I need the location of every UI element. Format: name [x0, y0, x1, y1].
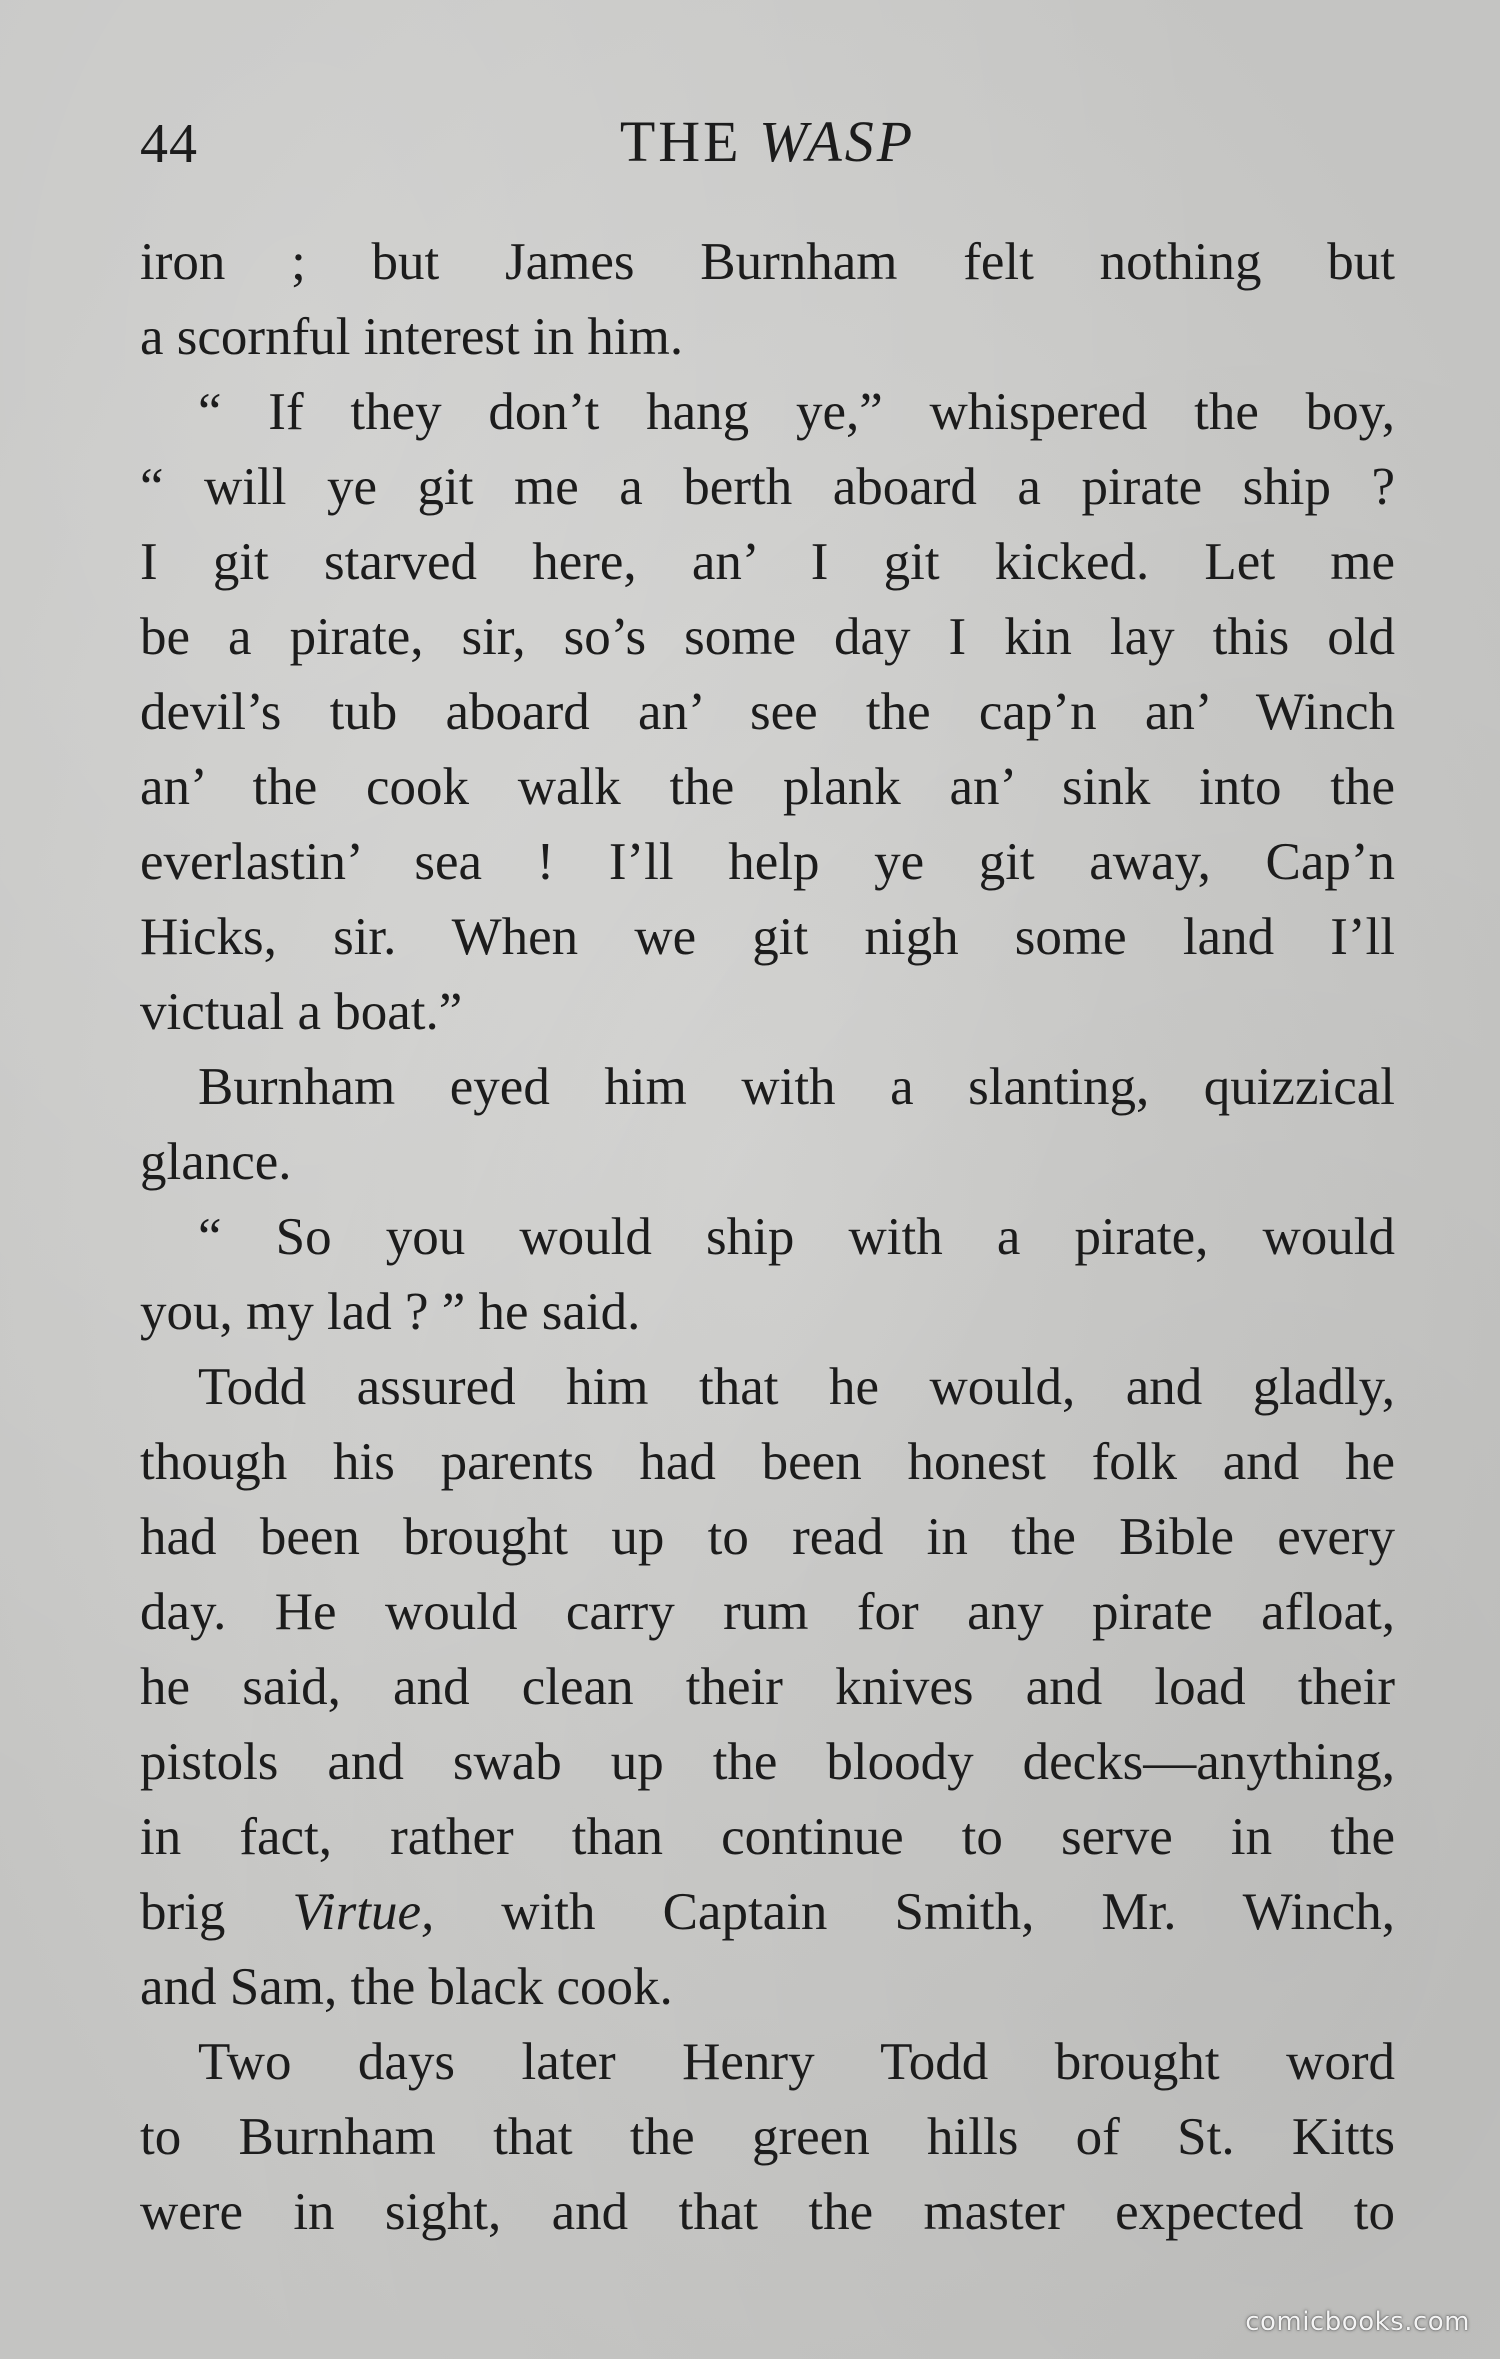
text-line-ship	[140, 1875, 1395, 1950]
text-line: pistols and swab up the bloody decks—anything,	[140, 1733, 1395, 1791]
text-line: though his parents had been honest folk and he	[140, 1433, 1395, 1491]
text-line: and Sam, the black cook.	[140, 1958, 673, 2016]
text-line: I git starved here, an’ I git kicked. Let me	[140, 533, 1395, 591]
ship-line-prefix: brig	[140, 1883, 293, 1941]
text-line: you, my lad ? ” he said.	[140, 1283, 641, 1341]
text-line: were in sight, and that the master expected to	[140, 2183, 1395, 2241]
text-line: a scornful interest in him.	[140, 308, 684, 366]
text-line: “ will ye git me a berth aboard a pirate ship ?	[140, 458, 1395, 516]
text-line: had been brought up to read in the Bible every	[140, 1508, 1395, 1566]
text-line: an’ the cook walk the plank an’ sink into the	[140, 758, 1395, 816]
text-line: in fact, rather than continue to serve in the	[140, 1808, 1395, 1866]
text-line: “ If they don’t hang ye,” whispered the boy,	[198, 383, 1395, 441]
ship-line-rest: with Captain Smith, Mr. Winch,	[501, 1883, 1395, 1941]
body-text	[140, 225, 1395, 2250]
text-line: “ So you would ship with a pirate, would	[198, 1208, 1395, 1266]
text-line: Hicks, sir. When we git nigh some land I’ll	[140, 908, 1395, 966]
text-line: Burnham eyed him with a slanting, quizzical	[198, 1058, 1395, 1116]
text-line: Todd assured him that he would, and gladly,	[198, 1358, 1395, 1416]
text-line: to Burnham that the green hills of St. Kitts	[140, 2108, 1395, 2166]
text-line: be a pirate, sir, so’s some day I kin lay this old	[140, 608, 1395, 666]
page-number: 44	[140, 113, 198, 175]
watermark: comicbooks.com	[1245, 2307, 1470, 2337]
running-head	[140, 108, 1395, 188]
text-line: devil’s tub aboard an’ see the cap’n an’ Winch	[140, 683, 1395, 741]
running-title-prefix: THE	[619, 109, 742, 174]
text-line: Two days later Henry Todd brought word	[198, 2033, 1395, 2091]
running-title	[140, 108, 1395, 175]
text-line: he said, and clean their knives and load their	[140, 1658, 1395, 1716]
ship-name: Virtue,	[292, 1883, 435, 1941]
text-line: day. He would carry rum for any pirate afloat,	[140, 1583, 1395, 1641]
text-line: glance.	[140, 1133, 292, 1191]
text-line: everlastin’ sea ! I’ll help ye git away, Cap’n	[140, 833, 1395, 891]
text-line: victual a boat.”	[140, 983, 463, 1041]
running-title-italic: WASP	[759, 109, 916, 174]
text-line: iron ; but James Burnham felt nothing but	[140, 233, 1395, 291]
